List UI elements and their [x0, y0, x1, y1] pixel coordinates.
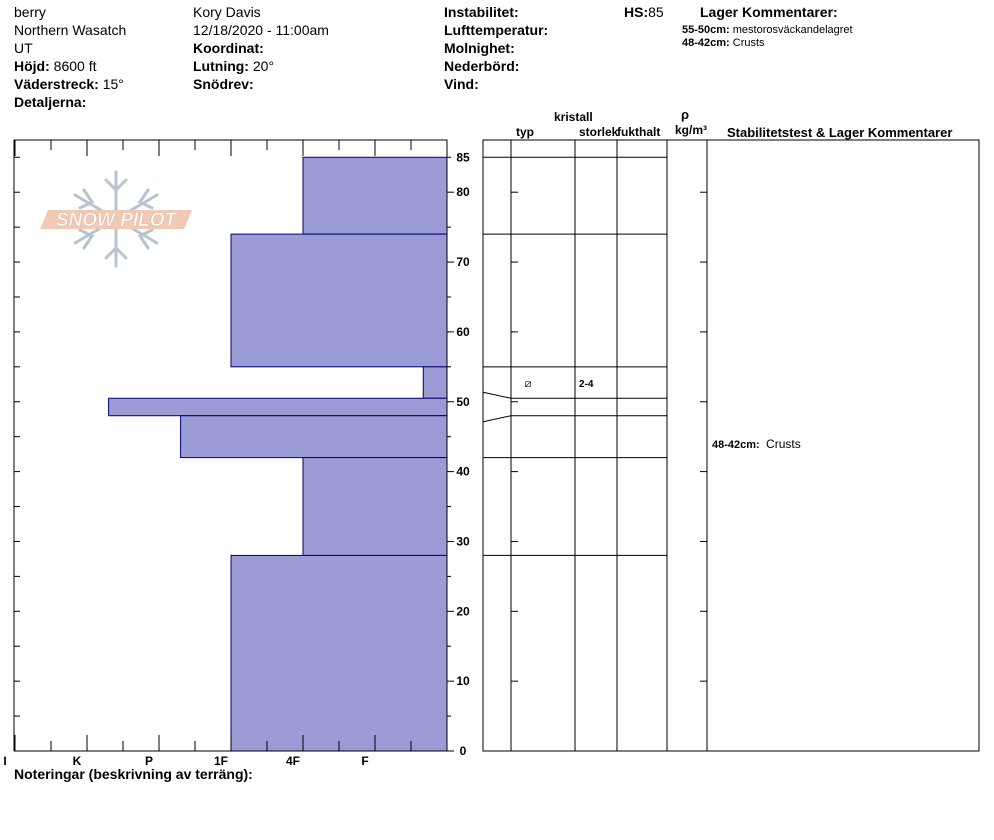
drift-label: Snödrev: — [193, 76, 254, 92]
slope-value: 20° — [252, 58, 275, 74]
logo-text: SNOW PILOT — [55, 210, 177, 231]
terrain-notes-label: Noteringar (beskrivning av terräng): — [14, 766, 253, 782]
details-label: Detaljerna: — [14, 94, 87, 110]
mountain-range: Northern Wasatch — [14, 22, 127, 38]
instability-label: Instabilitet: — [444, 4, 519, 20]
crystal-header: kristall — [554, 110, 593, 124]
density-symbol: ρ — [681, 107, 690, 122]
elevation-value: 8600 ft — [53, 58, 97, 74]
stability-header: Stabilitetstest & Lager Kommentarer — [727, 125, 953, 140]
hardness-layer-bar — [303, 458, 447, 556]
hardness-label: 1F — [213, 754, 229, 768]
elevation-label: Höjd: — [14, 58, 50, 74]
hardness-layer-bar — [231, 234, 447, 367]
table-tick-marks — [511, 192, 707, 751]
boundary-connector — [483, 392, 511, 398]
depth-label: 60 — [456, 324, 470, 339]
layer-comment-range: 48-42cm: — [682, 37, 730, 49]
depth-label: 70 — [456, 255, 470, 270]
type-header: typ — [516, 125, 534, 139]
stability-comment-range: 48-42cm: — [712, 439, 760, 451]
precipitation-label: Nederbörd: — [444, 58, 520, 74]
depth-label: 40 — [456, 464, 470, 479]
observer-name: Kory Davis — [193, 4, 261, 20]
depth-label: 50 — [456, 394, 470, 409]
observation-datetime: 12/18/2020 - 11:00am — [193, 22, 329, 38]
state: UT — [14, 40, 33, 56]
sky-cover-label: Molnighet: — [444, 40, 515, 56]
density-unit: kg/m³ — [675, 123, 708, 137]
depth-label: 0 — [459, 744, 467, 758]
air-temperature-label: Lufttemperatur: — [444, 22, 549, 38]
size-header: storlek — [579, 125, 619, 139]
wind-label: Vind: — [444, 76, 479, 92]
slope-label: Lutning: — [193, 58, 249, 74]
hardness-label: 4F — [285, 754, 301, 768]
hardness-layer-bar — [423, 367, 447, 398]
layer-comments-title: Lager Kommentarer: — [700, 4, 838, 20]
depth-label: 30 — [456, 534, 470, 549]
moisture-header: fukthalt — [617, 125, 661, 139]
layer-comment-text: mestorosväckandelagret — [732, 24, 853, 36]
boundary-connector — [483, 416, 511, 422]
hardness-label: P — [144, 754, 154, 768]
crystal-size-value: 2-4 — [579, 379, 594, 390]
hardness-label: F — [361, 754, 369, 768]
layer-comment-range: 55-50cm: — [682, 24, 730, 36]
aspect-value: 15° — [102, 76, 124, 92]
depth-label: 10 — [456, 674, 470, 689]
crystal-type-symbol: ⧄ — [524, 377, 532, 390]
depth-label: 85 — [456, 150, 470, 165]
snowpilot-logo — [40, 172, 192, 266]
aspect-label: Väderstreck: — [14, 76, 99, 92]
location-name: berry — [14, 4, 46, 20]
hs-label: HS: — [624, 4, 649, 20]
depth-label: 20 — [456, 604, 470, 619]
coordinate-label: Koordinat: — [193, 40, 264, 56]
hardness-layer-bar — [109, 398, 447, 415]
hardness-layer-bar — [231, 555, 447, 751]
depth-label: 80 — [456, 185, 470, 200]
hardness-layer-bar — [303, 157, 447, 234]
hardness-layer-bar — [181, 416, 447, 458]
left-depth-ticks — [14, 157, 20, 751]
hardness-layers — [109, 157, 447, 751]
stability-comment-text: Crusts — [766, 437, 801, 451]
layer-comment-text: Crusts — [732, 37, 765, 49]
stability-comment — [712, 437, 801, 451]
top-tick-marks — [15, 140, 447, 156]
hardness-label: K — [72, 754, 82, 768]
hardness-label: I — [3, 754, 7, 768]
hs-value: 85 — [648, 4, 664, 20]
depth-axis — [447, 150, 470, 758]
